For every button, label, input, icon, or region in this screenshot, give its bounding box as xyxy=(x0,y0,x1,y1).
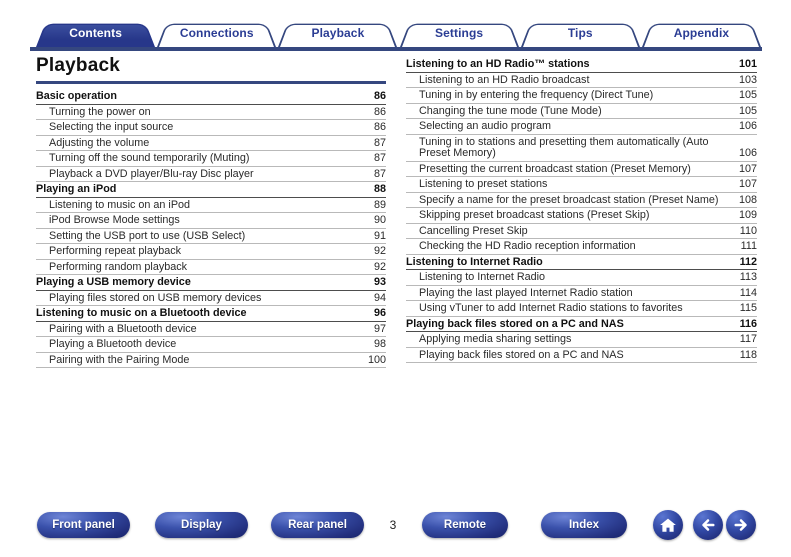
toc-item-label: Listening to music on an iPod xyxy=(49,198,191,211)
toc-section-label: Playing an iPod xyxy=(36,183,117,195)
toc-item[interactable] xyxy=(406,239,757,255)
toc-item[interactable] xyxy=(406,88,757,104)
toc-item-page: 115 xyxy=(739,302,757,314)
tab-label: Contents xyxy=(69,26,122,40)
toc-item[interactable] xyxy=(406,224,757,240)
toc-item-page: 114 xyxy=(739,286,757,299)
toc-item-page: 108 xyxy=(738,193,757,206)
toc-item[interactable] xyxy=(406,162,757,178)
toc-item-label: Tuning in by entering the frequency (Direct Tune) xyxy=(419,89,654,101)
toc-item-page: 118 xyxy=(739,348,757,361)
toc-item[interactable] xyxy=(36,291,386,307)
toc-item-label: Tuning in to stations and presetting them automatically (Auto Preset Memory) xyxy=(419,135,709,159)
remote-button[interactable]: Remote xyxy=(422,512,508,538)
toc-item-page: 105 xyxy=(738,89,757,101)
arrow-left-icon xyxy=(699,516,717,534)
toc-item-page: 92 xyxy=(373,245,386,257)
toc-column-left xyxy=(36,55,386,368)
arrow-right-icon xyxy=(732,516,750,534)
tab-settings[interactable] xyxy=(400,20,519,47)
forward-button[interactable] xyxy=(726,510,756,540)
toc-section-label: Listening to an HD Radio™ stations xyxy=(406,58,590,70)
toc-column-right xyxy=(406,57,757,363)
tab-label: Appendix xyxy=(673,26,730,40)
toc-list-right xyxy=(406,57,757,363)
toc-item-page: 105 xyxy=(738,104,757,117)
toc-item-label: Specify a name for the preset broadcast station (Preset Name) xyxy=(419,193,719,206)
footer-nav xyxy=(0,509,791,541)
index-button[interactable]: Index xyxy=(541,512,627,538)
toc-item-label: Turning the power on xyxy=(49,105,151,118)
toc-item-page: 90 xyxy=(373,214,386,226)
tab-connections[interactable] xyxy=(157,20,276,47)
page-number: 3 xyxy=(389,518,397,532)
toc-item-label: Playback a DVD player/Blu-ray Disc player xyxy=(49,167,254,180)
toc-item[interactable] xyxy=(406,270,757,286)
tab-bar xyxy=(35,20,762,47)
toc-item-label: Adjusting the volume xyxy=(49,136,150,149)
toc-item-label: Playing a Bluetooth device xyxy=(49,338,177,350)
home-icon xyxy=(659,516,677,534)
toc-item-page: 107 xyxy=(738,178,757,190)
toc-section-page: 86 xyxy=(373,90,386,102)
toc-item[interactable] xyxy=(406,286,757,302)
toc-item-label: Listening to Internet Radio xyxy=(419,271,546,283)
toc-item-label: Applying media sharing settings xyxy=(419,333,572,345)
toc-item-page: 91 xyxy=(373,229,386,242)
toc-item-label: Listening to an HD Radio broadcast xyxy=(419,73,590,86)
toc-item[interactable] xyxy=(406,348,757,364)
toc-item[interactable] xyxy=(36,198,386,214)
toc-item-page: 106 xyxy=(738,120,757,132)
toc-item[interactable] xyxy=(36,260,386,276)
rear-panel-button[interactable]: Rear panel xyxy=(271,512,364,538)
toc-item[interactable] xyxy=(36,244,386,260)
toc-item[interactable] xyxy=(406,135,757,162)
toc-item-page: 86 xyxy=(373,105,386,118)
toc-item-label: Selecting an audio program xyxy=(419,120,552,132)
toc-item-page: 97 xyxy=(373,322,386,335)
tab-appendix[interactable] xyxy=(642,20,761,47)
toc-item-page: 117 xyxy=(739,333,757,345)
title-rule xyxy=(36,81,386,84)
toc-item-label: Changing the tune mode (Tune Mode) xyxy=(419,104,602,117)
toc-item-page: 109 xyxy=(738,209,757,221)
toc-item-label: Setting the USB port to use (USB Select) xyxy=(49,229,246,242)
toc-item-label: Playing files stored on USB memory devices xyxy=(49,291,262,304)
toc-list-left xyxy=(36,89,386,368)
toc-item[interactable] xyxy=(406,332,757,348)
toc-item-label: Playing the last played Internet Radio station xyxy=(419,286,633,299)
toc-item[interactable] xyxy=(36,229,386,245)
display-button[interactable]: Display xyxy=(155,512,248,538)
tab-label: Settings xyxy=(435,26,484,40)
toc-item-page: 110 xyxy=(739,224,757,237)
toc-item-label: Presetting the current broadcast station (Preset Memory) xyxy=(419,162,691,175)
toc-item-label: Selecting the input source xyxy=(49,121,174,133)
toc-section-label: Playing a USB memory device xyxy=(36,276,191,288)
toc-section-header[interactable] xyxy=(36,275,386,291)
toc-item-label: Listening to preset stations xyxy=(419,178,548,190)
toc-item[interactable] xyxy=(406,119,757,135)
toc-item-label: Pairing with a Bluetooth device xyxy=(49,322,197,335)
toc-item-page: 113 xyxy=(739,271,757,283)
toc-item-page: 103 xyxy=(738,73,757,86)
front-panel-button[interactable]: Front panel xyxy=(37,512,130,538)
page-title: Playback xyxy=(36,55,120,76)
toc-item-label: Performing random playback xyxy=(49,260,188,273)
toc-item-label: Skipping preset broadcast stations (Preset Skip) xyxy=(419,209,650,221)
toc-section-label: Playing back files stored on a PC and NAS xyxy=(406,317,624,330)
toc-section-header[interactable] xyxy=(36,306,386,322)
toc-item[interactable] xyxy=(36,337,386,353)
toc-item[interactable] xyxy=(406,193,757,209)
toc-item-label: Performing repeat playback xyxy=(49,245,182,257)
toc-section-page: 116 xyxy=(739,317,757,330)
toc-section-label: Listening to Internet Radio xyxy=(406,255,543,268)
toc-section-header[interactable] xyxy=(36,182,386,198)
toc-item[interactable] xyxy=(406,73,757,89)
toc-item[interactable] xyxy=(36,213,386,229)
toc-item-label: Turning off the sound temporarily (Muting) xyxy=(49,152,250,164)
tab-playback[interactable] xyxy=(278,20,397,47)
toc-item[interactable] xyxy=(406,177,757,193)
toc-item-page: 87 xyxy=(373,136,386,149)
home-button[interactable] xyxy=(653,510,683,540)
toc-item-page: 106 xyxy=(738,147,757,159)
toc-item-label: Cancelling Preset Skip xyxy=(419,224,528,237)
toc-item-label: Playing back files stored on a PC and NAS xyxy=(419,348,624,361)
toc-section-page: 96 xyxy=(373,307,386,319)
toc-item[interactable] xyxy=(406,301,757,317)
toc-section-page: 112 xyxy=(739,255,757,268)
toc-item[interactable] xyxy=(36,105,386,121)
toc-item-label: Using vTuner to add Internet Radio stations to favorites xyxy=(419,302,683,314)
toc-item-page: 92 xyxy=(373,260,386,273)
toc-section-header[interactable] xyxy=(406,255,757,271)
toc-item[interactable] xyxy=(36,353,386,369)
toc-section-page: 93 xyxy=(373,276,386,288)
toc-item-page: 98 xyxy=(373,338,386,350)
toc-item[interactable] xyxy=(406,208,757,224)
toc-item[interactable] xyxy=(36,120,386,136)
toc-section-page: 101 xyxy=(738,58,757,70)
tab-tips[interactable] xyxy=(521,20,640,47)
toc-section-header[interactable] xyxy=(406,317,757,333)
toc-item[interactable] xyxy=(36,136,386,152)
tab-label: Connections xyxy=(179,26,254,40)
toc-item-page: 111 xyxy=(740,240,757,252)
tabbar-underline xyxy=(30,47,762,51)
toc-section-label: Basic operation xyxy=(36,90,117,102)
toc-item[interactable] xyxy=(406,104,757,120)
toc-section-label: Listening to music on a Bluetooth device xyxy=(36,307,247,319)
toc-item-label: iPod Browse Mode settings xyxy=(49,214,180,226)
tab-label: Playback xyxy=(311,26,365,40)
toc-item-page: 94 xyxy=(373,291,386,304)
toc-section-page: 88 xyxy=(373,183,386,195)
toc-item-page: 100 xyxy=(367,353,386,366)
toc-section-header[interactable] xyxy=(406,57,757,73)
toc-item-page: 89 xyxy=(373,198,386,211)
toc-item-label: Checking the HD Radio reception information xyxy=(419,240,636,252)
toc-item[interactable] xyxy=(36,151,386,167)
toc-item-page: 86 xyxy=(373,121,386,133)
tab-contents[interactable] xyxy=(36,20,155,47)
toc-section-header[interactable] xyxy=(36,89,386,105)
toc-item-page: 87 xyxy=(373,152,386,164)
toc-item-page: 107 xyxy=(738,162,757,175)
back-button[interactable] xyxy=(693,510,723,540)
toc-item[interactable] xyxy=(36,167,386,183)
toc-item-page: 87 xyxy=(373,167,386,180)
tab-label: Tips xyxy=(567,26,593,40)
toc-item[interactable] xyxy=(36,322,386,338)
toc-item-label: Pairing with the Pairing Mode xyxy=(49,353,190,366)
